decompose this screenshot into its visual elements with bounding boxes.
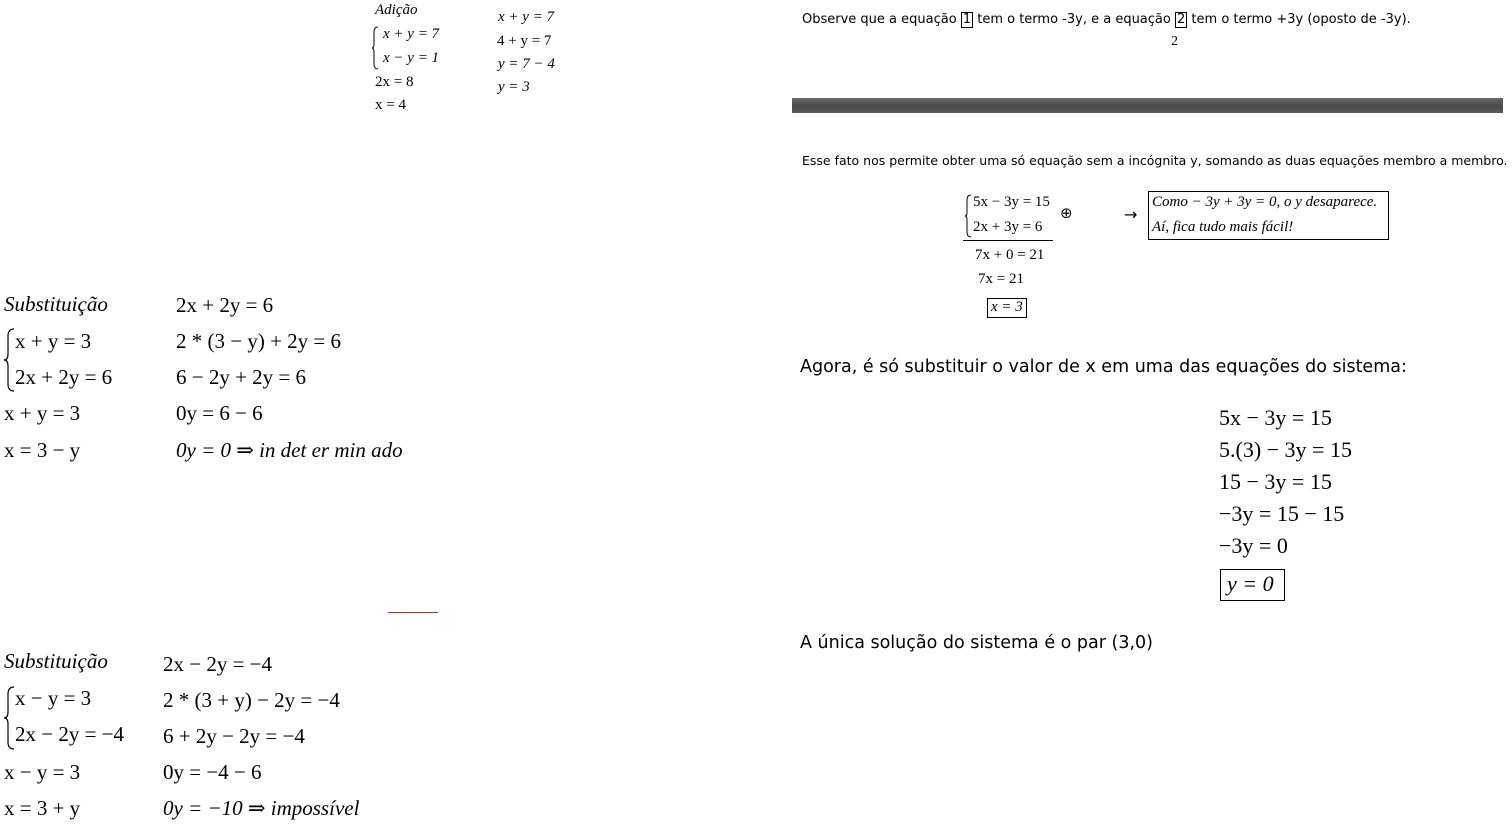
arrow-right-icon: → — [1124, 205, 1138, 224]
observe-mid: tem o termo -3y, e a equação — [977, 12, 1171, 27]
stray-number: 2 — [1171, 34, 1178, 49]
substituicao-left-line: 2x − 2y = −4 — [15, 722, 125, 746]
adicao-right-line: x + y = 7 — [498, 9, 555, 25]
substituicao-right-line: 2x + 2y = 6 — [176, 293, 274, 317]
section-divider-bar — [792, 98, 1503, 113]
substituicao-left-line: x + y = 3 — [15, 329, 92, 353]
system-brace-icon — [964, 194, 972, 238]
substitution-step: −3y = 15 − 15 — [1219, 501, 1345, 526]
substituicao-right-line: 0y = 6 − 6 — [176, 401, 263, 425]
adicao-right-line: y = 7 − 4 — [498, 56, 555, 72]
substituicao-right-line: 0y = −4 − 6 — [163, 760, 262, 784]
substituicao-left-line: x = 3 + y — [4, 796, 81, 820]
substituicao-right-line: 2x − 2y = −4 — [163, 652, 273, 676]
substituicao-left-line: x − y = 3 — [4, 760, 81, 784]
substituicao-title: Substituição — [4, 292, 108, 316]
sum-equation: 7x = 21 — [978, 271, 1024, 287]
substituicao-left-line: x + y = 3 — [4, 401, 81, 425]
system-equation: 5x − 3y = 15 — [973, 194, 1050, 210]
system-brace-icon — [3, 686, 15, 750]
adicao-left-line: x + y = 7 — [383, 26, 440, 42]
x-result: x = 3 — [991, 299, 1023, 315]
observe-prefix: Observe que a equação — [802, 12, 957, 27]
substituicao-title: Substituição — [4, 649, 108, 673]
substitution-step: −3y = 0 — [1219, 533, 1288, 558]
adicao-left-line: x = 4 — [375, 97, 406, 113]
substitution-step: 15 − 3y = 15 — [1219, 469, 1332, 494]
adicao-right-line: 4 + y = 7 — [497, 33, 552, 49]
unica-solution-sentence: A única solução do sistema é o par (3,0) — [800, 633, 1153, 653]
note-line: Como − 3y + 3y = 0, o y desaparece. — [1152, 194, 1378, 210]
observe-sentence — [802, 12, 1411, 28]
note-line: Aí, fica tudo mais fácil! — [1152, 219, 1294, 235]
equation-number-badge: 1 — [962, 12, 972, 27]
observe-suffix: tem o termo +3y (oposto de -3y). — [1191, 12, 1411, 27]
substituicao-left-line: x = 3 − y — [4, 438, 81, 462]
substituicao-right-line: 0y = −10 ⇒ impossível — [163, 796, 360, 820]
adicao-left-line: x − y = 1 — [383, 50, 440, 66]
substituicao-right-line: 2 * (3 − y) + 2y = 6 — [176, 329, 342, 353]
red-divider — [388, 612, 438, 613]
agora-sentence: Agora, é só substituir o valor de x em uma das equações do sistema: — [800, 357, 1407, 377]
system-brace-icon — [3, 328, 15, 392]
substitution-step: 5.(3) − 3y = 15 — [1219, 437, 1352, 462]
system-equation: 2x + 3y = 6 — [973, 219, 1043, 235]
system-brace-icon — [371, 26, 379, 70]
substituicao-left-line: 2x + 2y = 6 — [15, 365, 113, 389]
oplus-icon: ⊕ — [1060, 204, 1073, 222]
sum-rule — [963, 240, 1053, 241]
equation-number-badge: 2 — [1177, 12, 1186, 27]
sum-equation: 7x + 0 = 21 — [975, 247, 1045, 263]
substituicao-right-line: 6 − 2y + 2y = 6 — [176, 365, 307, 389]
substituicao-right-line: 6 + 2y − 2y = −4 — [163, 724, 305, 748]
y-result: y = 0 — [1227, 571, 1274, 596]
adicao-right-line: y = 3 — [498, 79, 530, 95]
adicao-left-line: 2x = 8 — [375, 74, 414, 90]
substituicao-left-line: x − y = 3 — [15, 686, 92, 710]
fato-sentence: Esse fato nos permite obter uma só equação sem a incógnita y, somando as duas equações membro a membro. — [802, 153, 1508, 168]
substitution-step: 5x − 3y = 15 — [1219, 405, 1332, 430]
substituicao-right-line: 2 * (3 + y) − 2y = −4 — [163, 688, 340, 712]
substituicao-right-line: 0y = 0 ⇒ in det er min ado — [176, 438, 403, 462]
adicao-title: Adição — [375, 2, 418, 18]
